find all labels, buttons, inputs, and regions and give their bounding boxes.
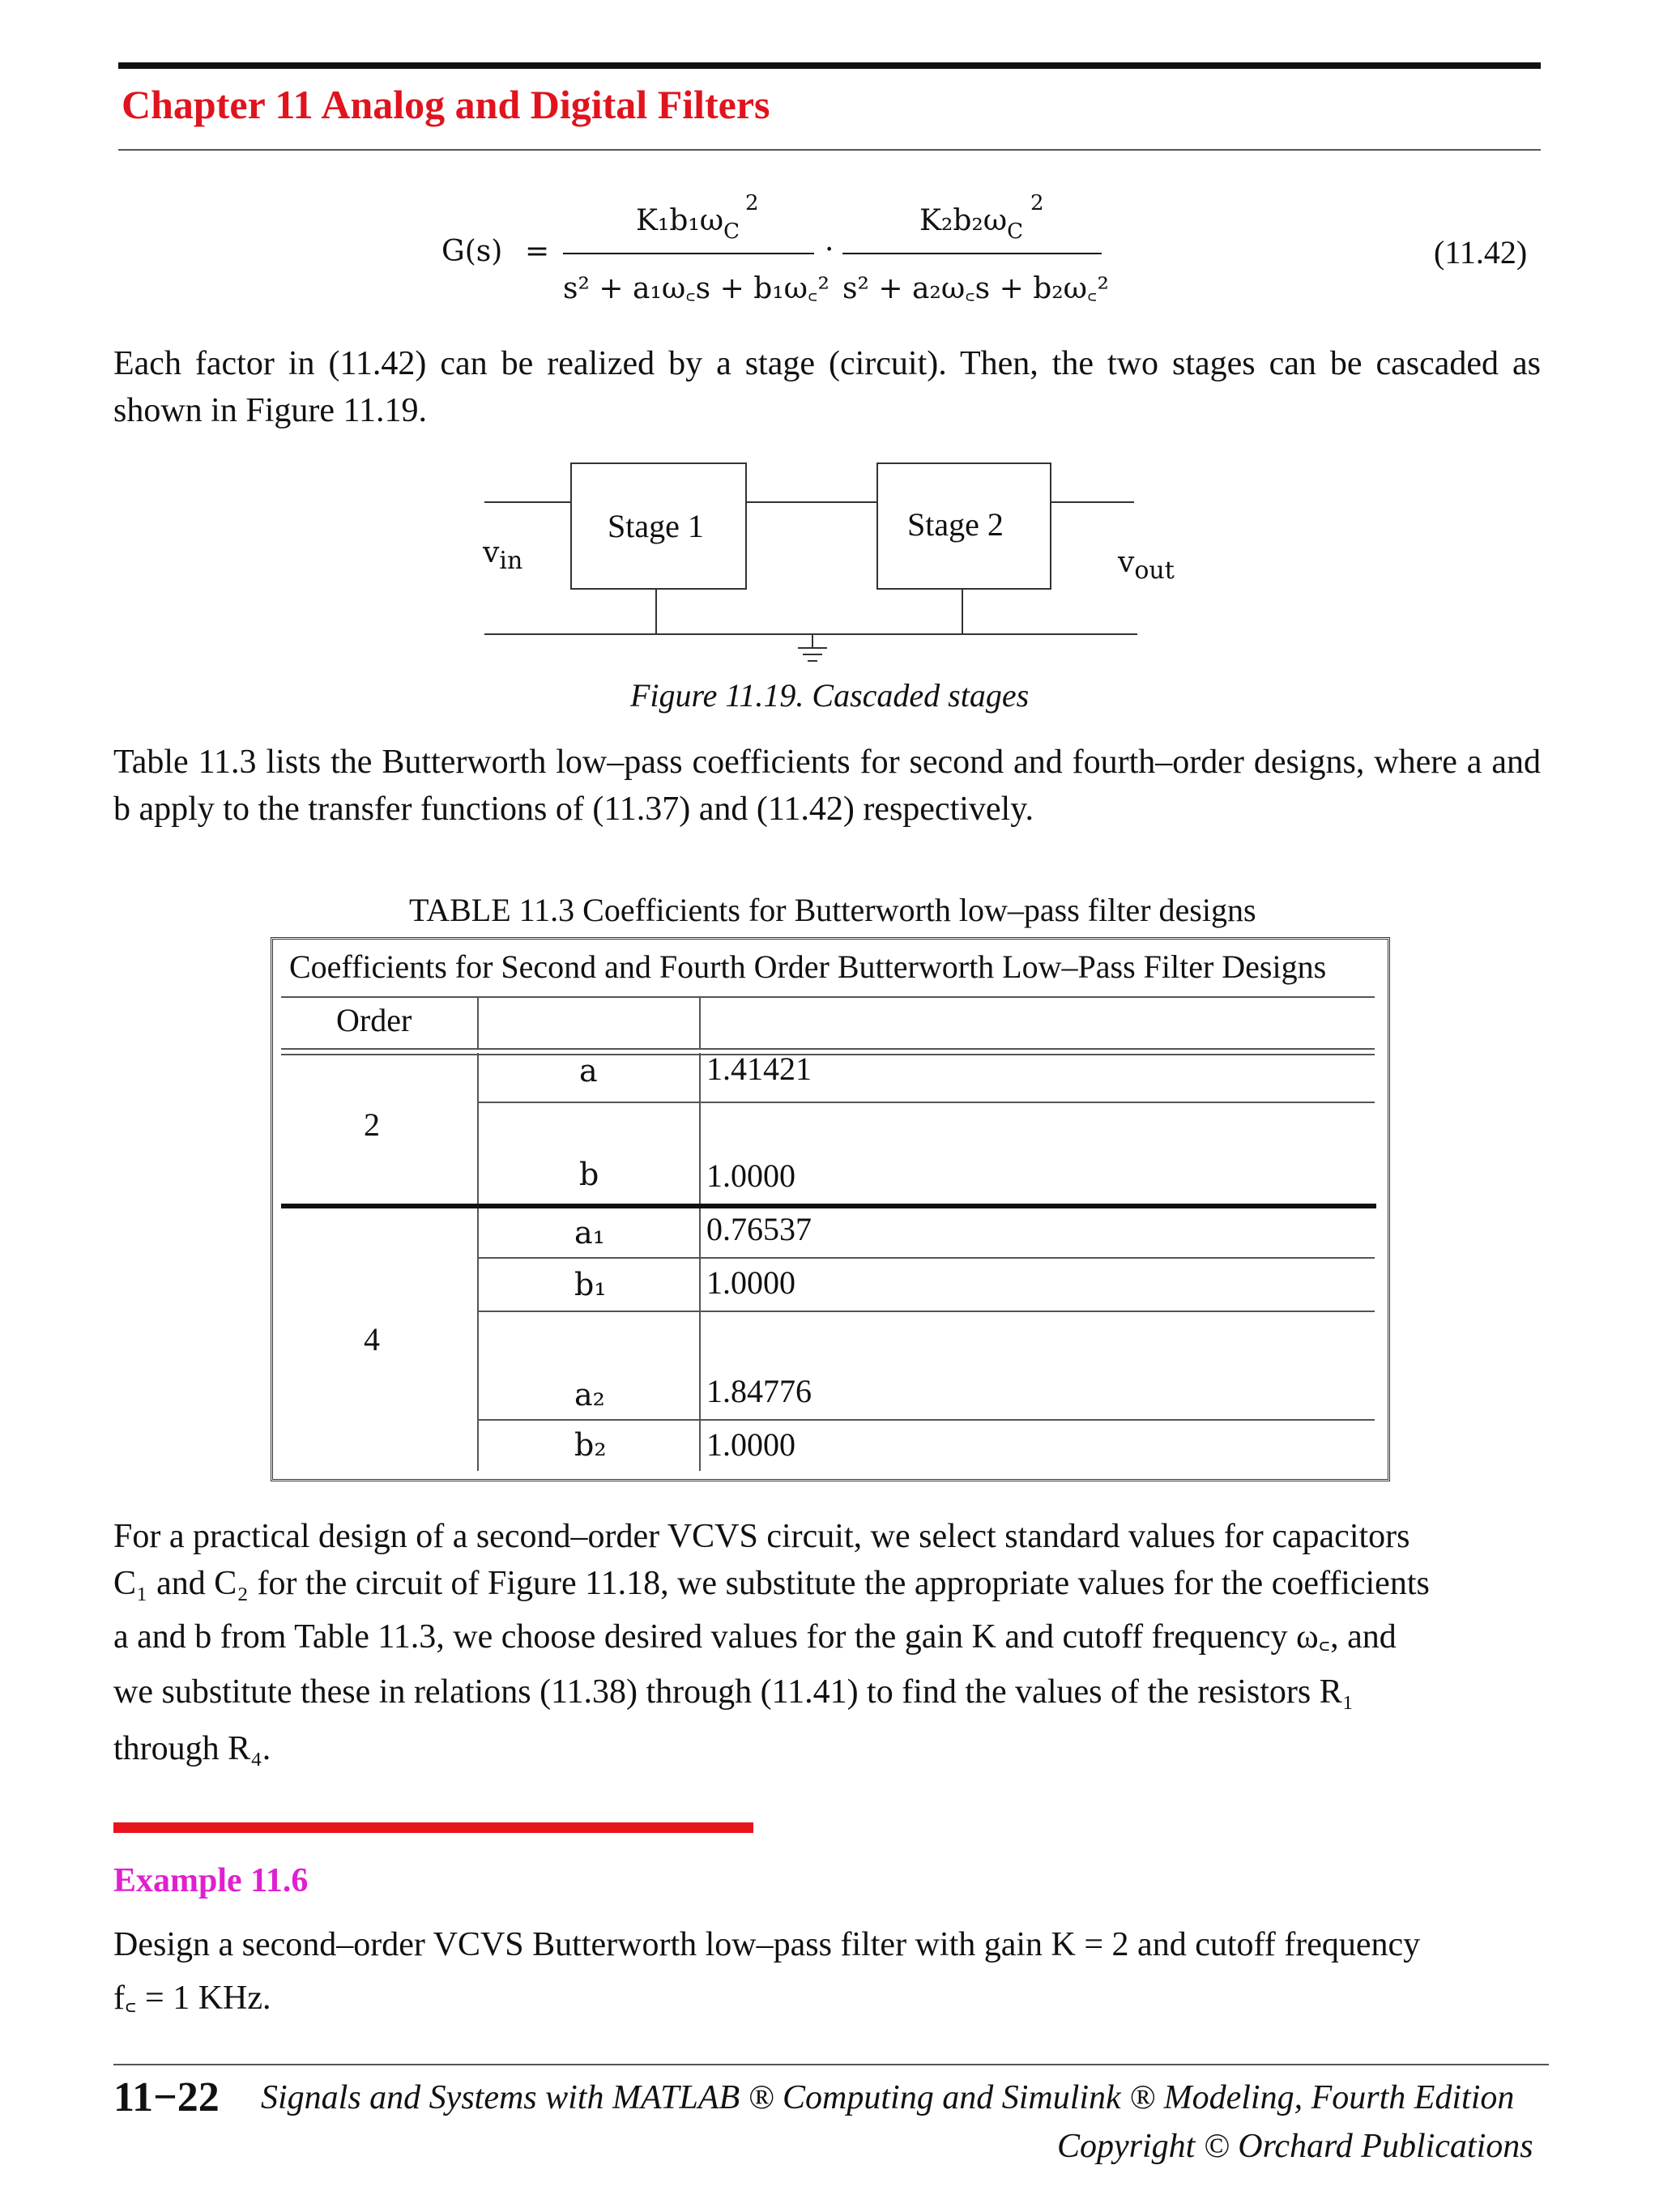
paragraph-cascade-intro: Each factor in (11.42) can be realized by a stage (circuit). Then, the two stages can be cascaded as shown in Figure 11.19. [113,345,1541,429]
numerator-1-exponent: 2 [745,191,759,215]
order-divider-thick [281,1204,1376,1208]
vout-label: $v_{out}$ [1118,546,1175,585]
equation-lhs: G(s) [441,235,503,268]
denominator-1: s² + a₁ω꜀s + b₁ω꜀² [563,272,830,305]
figure-caption: Figure 11.19. Cascaded stages [630,677,1030,714]
order-2-label: 2 [364,1106,380,1143]
order-column-header: Order [336,1002,412,1038]
order-4-row-divider-1 [477,1257,1375,1259]
example-text [113,1921,1541,2022]
figure-cascaded-stages [0,0,1659,729]
equation-equals: = [525,235,550,268]
vin-label: $v_{in}$ [483,536,523,575]
copyright: Copyright © Orchard Publications [1057,2128,1533,2165]
coef-a2: a₂ [574,1377,605,1413]
paragraph-line-2: C₁ and C₂ for the circuit of Figure 11.18, we substitute the appropriate values for the coefficients [113,1565,1430,1602]
stage-1-label: Stage 1 [608,508,704,544]
numerator-1: $K_1b_1\omega_C$ [636,204,740,244]
coef-b: b [579,1157,599,1192]
value-a1: 0.76537 [706,1211,812,1247]
paragraph-line-3: a and b from Table 11.3, we choose desired values for the gain K and cutoff frequency ω꜀, and [113,1618,1397,1656]
order-2-row-divider [477,1102,1375,1103]
example-title: Example 11.6 [113,1862,309,1899]
equation-number: (11.42) [1434,234,1528,271]
example-line-2: f꜀ = 1 KHz. [113,1980,271,2017]
value-b2: 1.0000 [706,1426,795,1463]
multiply-dot: · [825,233,834,266]
paragraph-table-intro: Table 11.3 lists the Butterworth low–pass coefficients for second and fourth–order designs, where a and b apply to the transfer functions of (11.37) and (11.42) respectively. [113,744,1541,828]
value-a2: 1.84776 [706,1373,812,1409]
order-4-row-divider-3 [477,1419,1375,1421]
coef-b1: b₁ [574,1267,607,1302]
numerator-2: $K_2b_2\omega_C$ [919,204,1024,244]
coefficients-table [271,937,1390,1481]
table-header-divider [281,996,1375,998]
page-number: 11−22 [113,2074,220,2120]
footer-rule [113,2064,1549,2065]
paragraph-line-5: through R₄. [113,1730,271,1767]
example-line-1: Design a second–order VCVS Butterworth low–pass filter with gain K = 2 and cutoff frequency [113,1926,1421,1963]
coef-a1: a₁ [574,1215,605,1251]
example-separator-bar [113,1822,753,1833]
numerator-2-exponent: 2 [1030,191,1044,215]
paragraph-line-1: For a practical design of a second–order VCVS circuit, we select standard values for capacitors [113,1518,1410,1555]
value-b1: 1.0000 [706,1264,795,1301]
table-col-divider-2-top [699,996,701,1048]
value-b: 1.0000 [706,1157,795,1194]
table-col-divider-1 [477,1053,479,1471]
book-title: Signals and Systems with MATLAB ® Computing and Simulink ® Modeling, Fourth Edition [261,2079,1515,2116]
order-4-label: 4 [364,1321,380,1357]
table-title: TABLE 11.3 Coefficients for Butterworth low–pass filter designs [409,892,1256,928]
value-a: 1.41421 [706,1051,812,1087]
coef-a: a [579,1053,598,1089]
stage-2-label: Stage 2 [907,506,1004,543]
table-header: Coefficients for Second and Fourth Order Butterworth Low–Pass Filter Designs [289,948,1327,985]
order-4-row-divider-2 [477,1311,1375,1312]
cascade-diagram [0,0,1659,729]
denominator-2: s² + a₂ω꜀s + b₂ω꜀² [842,272,1109,305]
chapter-title: Chapter 11 Analog and Digital Filters [122,82,770,127]
table-col-divider-2 [699,1053,701,1471]
table-order-divider [281,1048,1375,1055]
table-col-divider-1-top [477,996,479,1048]
paragraph-line-4: we substitute these in relations (11.38) through (11.41) to find the values of the resistors R₁ [113,1673,1354,1711]
coef-b2: b₂ [574,1427,607,1463]
